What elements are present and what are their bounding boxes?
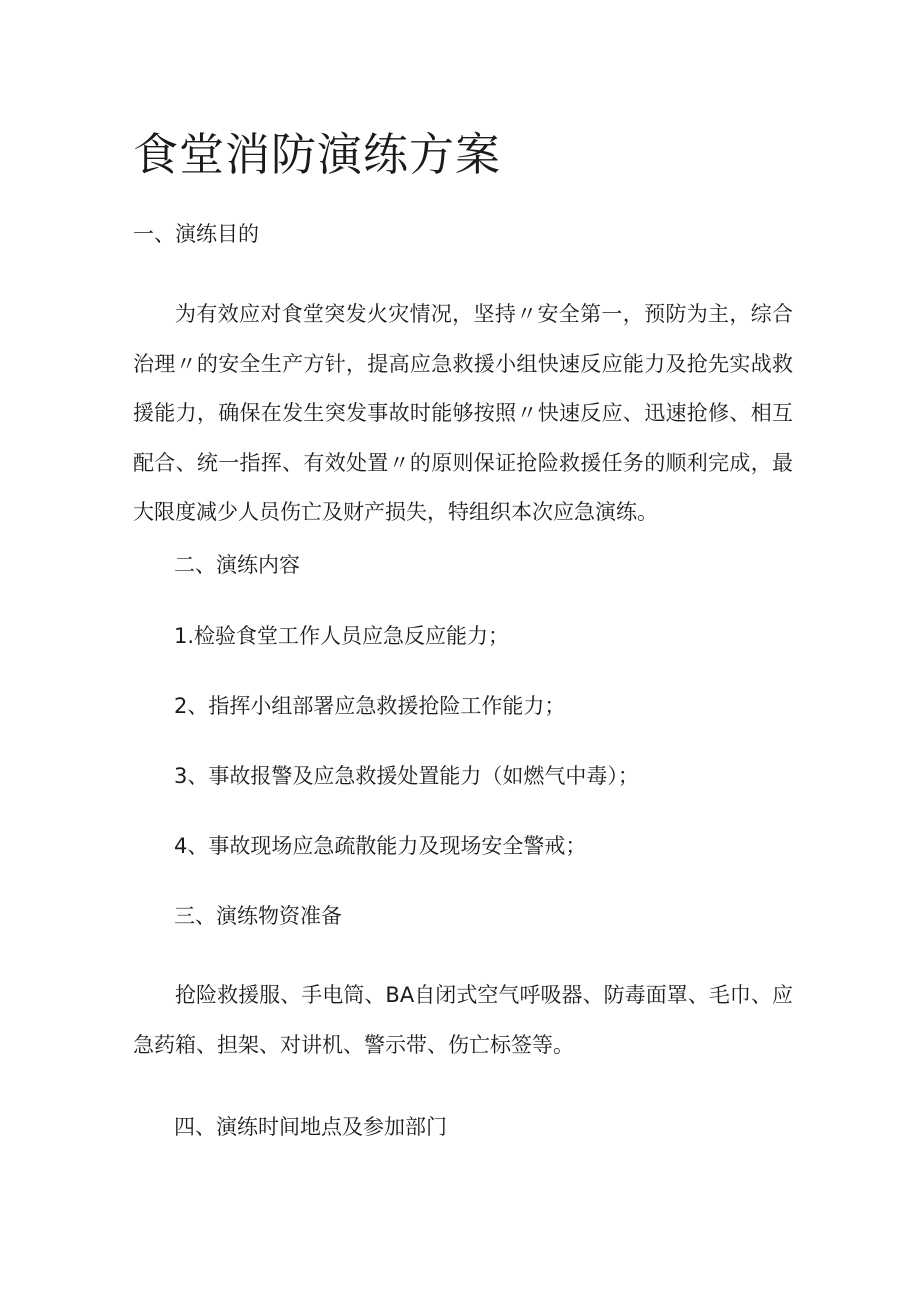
- section-heading-materials: 三、演练物资准备: [174, 904, 342, 928]
- materials-paragraph: 抢险救援服、手电筒、BA自闭式空气呼吸器、防毒面罩、毛巾、应急药箱、担架、对讲机、警示带、伤亡标签等。: [133, 983, 793, 1057]
- document-title: 食堂消防演练方案: [133, 128, 502, 181]
- purpose-paragraph: 为有效应对食堂突发火灾情况，坚持〃安全第一，预防为主，综合治理〃的安全生产方针，提高应急救援小组快速反应能力及抢先实战救援能力，确保在发生突发事故时能够按照〃快速反应、迅速抢修、相互配合、统一指挥、有效处置〃的原则保证抢险救援任务的顺利完成，最大限度减少人员伤亡及财产损失，特组织本次应急演练。: [133, 302, 793, 524]
- list-item: 1.检验食堂工作人员应急反应能力；: [174, 624, 510, 648]
- section-heading-content: 二、演练内容: [174, 553, 300, 577]
- list-item: 3、事故报警及应急救援处置能力（如燃气中毒）；: [174, 764, 639, 788]
- list-item: 2、指挥小组部署应急救援抢险工作能力；: [174, 694, 566, 718]
- section-heading-time-location: 四、演练时间地点及参加部门: [174, 1115, 447, 1139]
- list-item: 4、事故现场应急疏散能力及现场安全警戒；: [174, 834, 587, 858]
- section-heading-purpose: 一、演练目的: [133, 222, 259, 246]
